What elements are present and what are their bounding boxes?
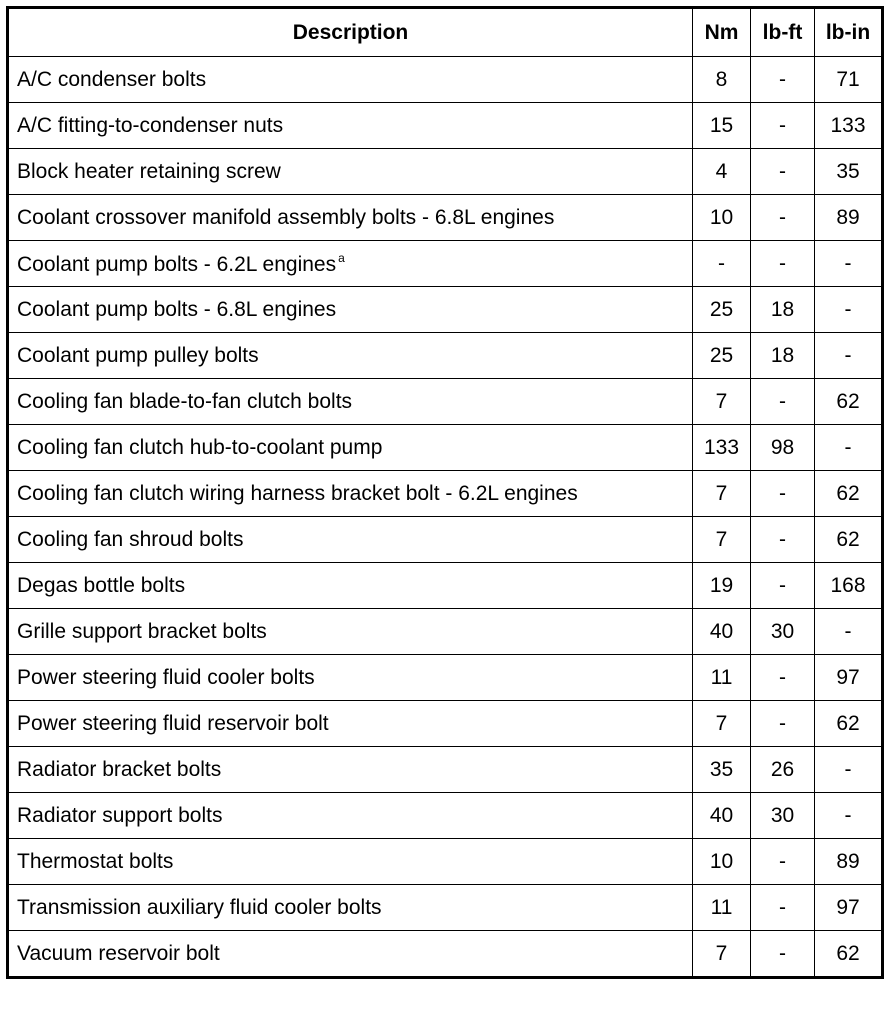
row-lbft-value: -	[751, 655, 815, 701]
row-description-cell	[8, 885, 693, 931]
table-row	[8, 701, 883, 747]
table-row	[8, 195, 883, 241]
row-description-cell	[8, 931, 693, 978]
table-row	[8, 517, 883, 563]
row-description: Coolant pump bolts - 6.8L engines	[17, 298, 337, 321]
header-nm: Nm	[693, 8, 751, 57]
row-nm-value: 19	[693, 563, 751, 609]
row-nm-value: 7	[693, 701, 751, 747]
row-lbin-value: 97	[815, 885, 883, 931]
row-description-cell	[8, 563, 693, 609]
row-lbin-value: 133	[815, 103, 883, 149]
row-description-cell	[8, 609, 693, 655]
row-nm-value: 11	[693, 885, 751, 931]
table-row	[8, 425, 883, 471]
row-lbft-value: -	[751, 57, 815, 103]
row-lbin-value: 62	[815, 471, 883, 517]
table-header	[8, 8, 883, 57]
row-lbin-value: -	[815, 287, 883, 333]
row-lbft-value: 26	[751, 747, 815, 793]
row-description: Grille support bracket bolts	[17, 620, 267, 643]
row-description-cell	[8, 425, 693, 471]
row-lbin-value: 89	[815, 195, 883, 241]
row-lbft-value: -	[751, 379, 815, 425]
table-row	[8, 931, 883, 978]
row-description: Cooling fan shroud bolts	[17, 528, 244, 551]
table-row	[8, 747, 883, 793]
row-nm-value: 15	[693, 103, 751, 149]
row-lbft-value: 30	[751, 793, 815, 839]
header-description: Description	[8, 8, 693, 57]
row-lbft-value: 98	[751, 425, 815, 471]
row-description-cell	[8, 655, 693, 701]
row-lbft-value: -	[751, 195, 815, 241]
row-lbin-value: 35	[815, 149, 883, 195]
row-lbin-value: -	[815, 333, 883, 379]
header-lbin: lb-in	[815, 8, 883, 57]
row-lbft-value: 18	[751, 333, 815, 379]
row-lbin-value: 62	[815, 379, 883, 425]
row-description: A/C fitting-to-condenser nuts	[17, 114, 284, 137]
row-nm-value: 7	[693, 517, 751, 563]
row-nm-value: 11	[693, 655, 751, 701]
row-description: Coolant pump pulley bolts	[17, 344, 259, 367]
row-description: A/C condenser bolts	[17, 68, 207, 91]
torque-spec-table	[6, 6, 884, 979]
table-row	[8, 241, 883, 287]
row-description-cell	[8, 517, 693, 563]
row-lbft-value: -	[751, 517, 815, 563]
row-description: Block heater retaining screw	[17, 160, 281, 183]
table-row	[8, 149, 883, 195]
row-description-cell	[8, 333, 693, 379]
row-lbft-value: -	[751, 839, 815, 885]
row-lbft-value: -	[751, 241, 815, 287]
row-lbin-value: 62	[815, 701, 883, 747]
row-lbft-value: -	[751, 563, 815, 609]
row-nm-value: 133	[693, 425, 751, 471]
row-description-cell	[8, 195, 693, 241]
row-lbft-value: -	[751, 471, 815, 517]
row-nm-value: 25	[693, 287, 751, 333]
row-nm-value: 10	[693, 839, 751, 885]
row-lbin-value: 62	[815, 517, 883, 563]
row-lbin-value: 71	[815, 57, 883, 103]
row-lbin-value: 97	[815, 655, 883, 701]
row-lbin-value: -	[815, 425, 883, 471]
row-description: Transmission auxiliary fluid cooler bolts	[17, 896, 382, 919]
row-nm-value: -	[693, 241, 751, 287]
table-row	[8, 287, 883, 333]
row-lbin-value: 62	[815, 931, 883, 978]
row-description-cell	[8, 149, 693, 195]
table-row	[8, 609, 883, 655]
row-lbft-value: -	[751, 149, 815, 195]
row-lbft-value: 18	[751, 287, 815, 333]
row-nm-value: 35	[693, 747, 751, 793]
row-description-cell	[8, 471, 693, 517]
row-description-cell	[8, 103, 693, 149]
table-row	[8, 885, 883, 931]
row-description: Radiator bracket bolts	[17, 758, 222, 781]
row-description: Coolant pump bolts - 6.2L engines	[17, 253, 337, 276]
footnote-marker: a	[338, 251, 345, 265]
row-description-cell	[8, 379, 693, 425]
table-row	[8, 103, 883, 149]
table-row	[8, 57, 883, 103]
row-lbin-value: -	[815, 793, 883, 839]
row-nm-value: 7	[693, 379, 751, 425]
row-lbin-value: -	[815, 747, 883, 793]
row-lbin-value: 168	[815, 563, 883, 609]
table-row	[8, 471, 883, 517]
row-lbin-value: 89	[815, 839, 883, 885]
row-lbin-value: -	[815, 241, 883, 287]
row-description-cell	[8, 839, 693, 885]
table-row	[8, 793, 883, 839]
row-description: Cooling fan blade-to-fan clutch bolts	[17, 390, 353, 413]
row-lbft-value: -	[751, 103, 815, 149]
row-description: Radiator support bolts	[17, 804, 223, 827]
row-description: Vacuum reservoir bolt	[17, 942, 220, 965]
row-description-cell	[8, 57, 693, 103]
row-nm-value: 25	[693, 333, 751, 379]
row-nm-value: 8	[693, 57, 751, 103]
row-description: Cooling fan clutch wiring harness bracket bolt - 6.2L engines	[17, 482, 578, 505]
row-description: Power steering fluid reservoir bolt	[17, 712, 329, 735]
row-lbft-value: -	[751, 701, 815, 747]
row-lbft-value: 30	[751, 609, 815, 655]
row-description-cell	[8, 747, 693, 793]
row-description: Thermostat bolts	[17, 850, 174, 873]
row-description-cell	[8, 241, 693, 287]
row-lbin-value: -	[815, 609, 883, 655]
table-row	[8, 655, 883, 701]
table-body	[8, 57, 883, 978]
row-lbft-value: -	[751, 885, 815, 931]
row-nm-value: 40	[693, 793, 751, 839]
row-nm-value: 10	[693, 195, 751, 241]
row-description: Cooling fan clutch hub-to-coolant pump	[17, 436, 383, 459]
table-row	[8, 839, 883, 885]
table-row	[8, 333, 883, 379]
row-description: Coolant crossover manifold assembly bolts - 6.8L engines	[17, 206, 555, 229]
row-description-cell	[8, 701, 693, 747]
table-row	[8, 563, 883, 609]
row-nm-value: 4	[693, 149, 751, 195]
row-description-cell	[8, 287, 693, 333]
header-lbft: lb-ft	[751, 8, 815, 57]
header-row	[8, 8, 883, 57]
table-row	[8, 379, 883, 425]
row-lbft-value: -	[751, 931, 815, 978]
row-nm-value: 40	[693, 609, 751, 655]
row-description: Degas bottle bolts	[17, 574, 186, 597]
row-nm-value: 7	[693, 471, 751, 517]
row-nm-value: 7	[693, 931, 751, 978]
row-description: Power steering fluid cooler bolts	[17, 666, 315, 689]
row-description-cell	[8, 793, 693, 839]
